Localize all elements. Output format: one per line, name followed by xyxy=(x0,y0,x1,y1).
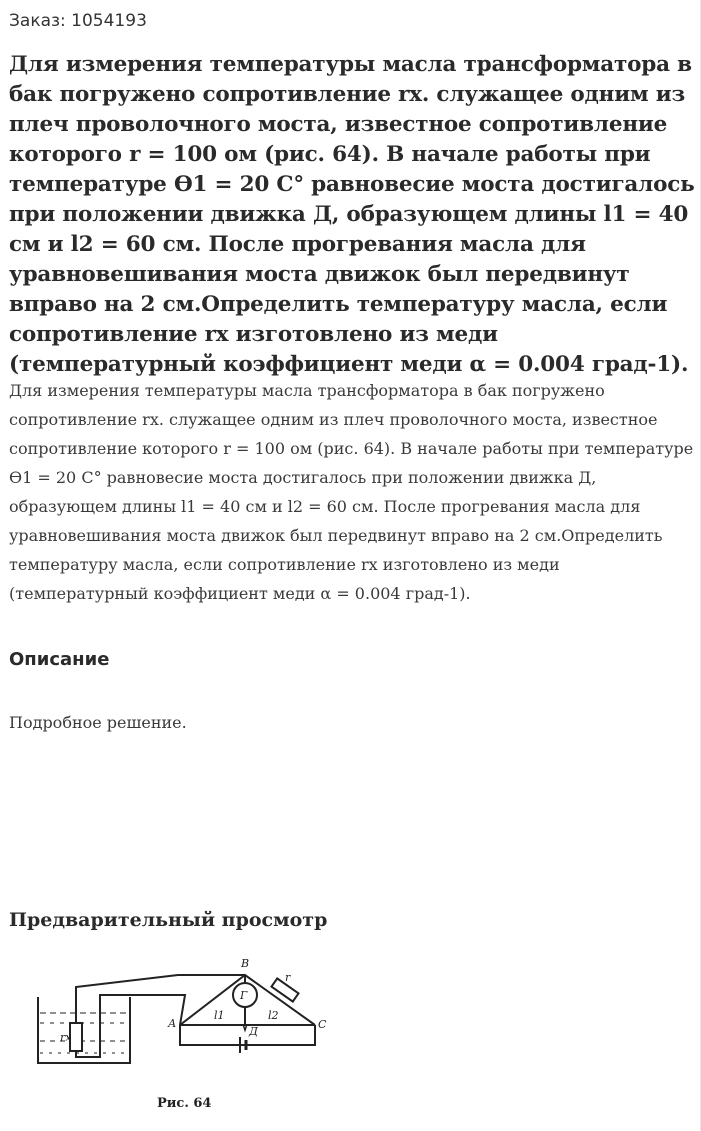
circuit-diagram xyxy=(30,945,340,1095)
label-c: С xyxy=(318,1018,327,1031)
label-l2: l2 xyxy=(268,1009,279,1022)
label-l1: l1 xyxy=(214,1009,225,1022)
preview-heading: Предварительный просмотр xyxy=(9,909,328,931)
description-text: Подробное решение. xyxy=(9,713,187,732)
order-number: Заказ: 1054193 xyxy=(9,11,147,31)
label-rx: rx xyxy=(60,1031,72,1044)
rx-resistor xyxy=(70,1023,82,1051)
description-heading: Описание xyxy=(9,649,110,670)
label-b: В xyxy=(241,957,250,970)
figure-caption: Рис. 64 xyxy=(157,1096,212,1111)
task-title: Для измерения температуры масла трансформатора в бак погружено сопротивление rx. служащее одним из плеч проволочного моста, известное сопротивление которого r = 100 ом (рис. 64). В начале работы при температуре Ѳ1 = 20 С° равновесие моста достигалось при положении движка Д, образующем длины l1 = 40 см и l2 = 60 см. После прогревания масла для уравновешивания моста движок был передвинут вправо на 2 см.Определить температуру масла, если сопротивление rx изготовлено из меди (температурный коэффициент меди α = 0.004 град-1). xyxy=(9,52,695,377)
label-galvanometer: Г xyxy=(240,989,248,1002)
label-a: А xyxy=(168,1017,177,1030)
label-r: r xyxy=(285,971,291,984)
task-text: Для измерения температуры масла трансформатора в бак погружено сопротивление rx. служащее одним из плеч проволочного моста, известное сопротивление которого r = 100 ом (рис. 64). В начале работы при температуре Ѳ1 = 20 С° равновесие моста достигалось при положении движка Д, образующем длины l1 = 40 см и l2 = 60 см. После прогревания масла для уравновешивания моста движок был передвинут вправо на 2 см.Определить температуру масла, если сопротивление rx изготовлено из меди (температурный коэффициент меди α = 0.004 град-1). xyxy=(9,381,694,603)
label-slider: Д xyxy=(249,1025,258,1038)
